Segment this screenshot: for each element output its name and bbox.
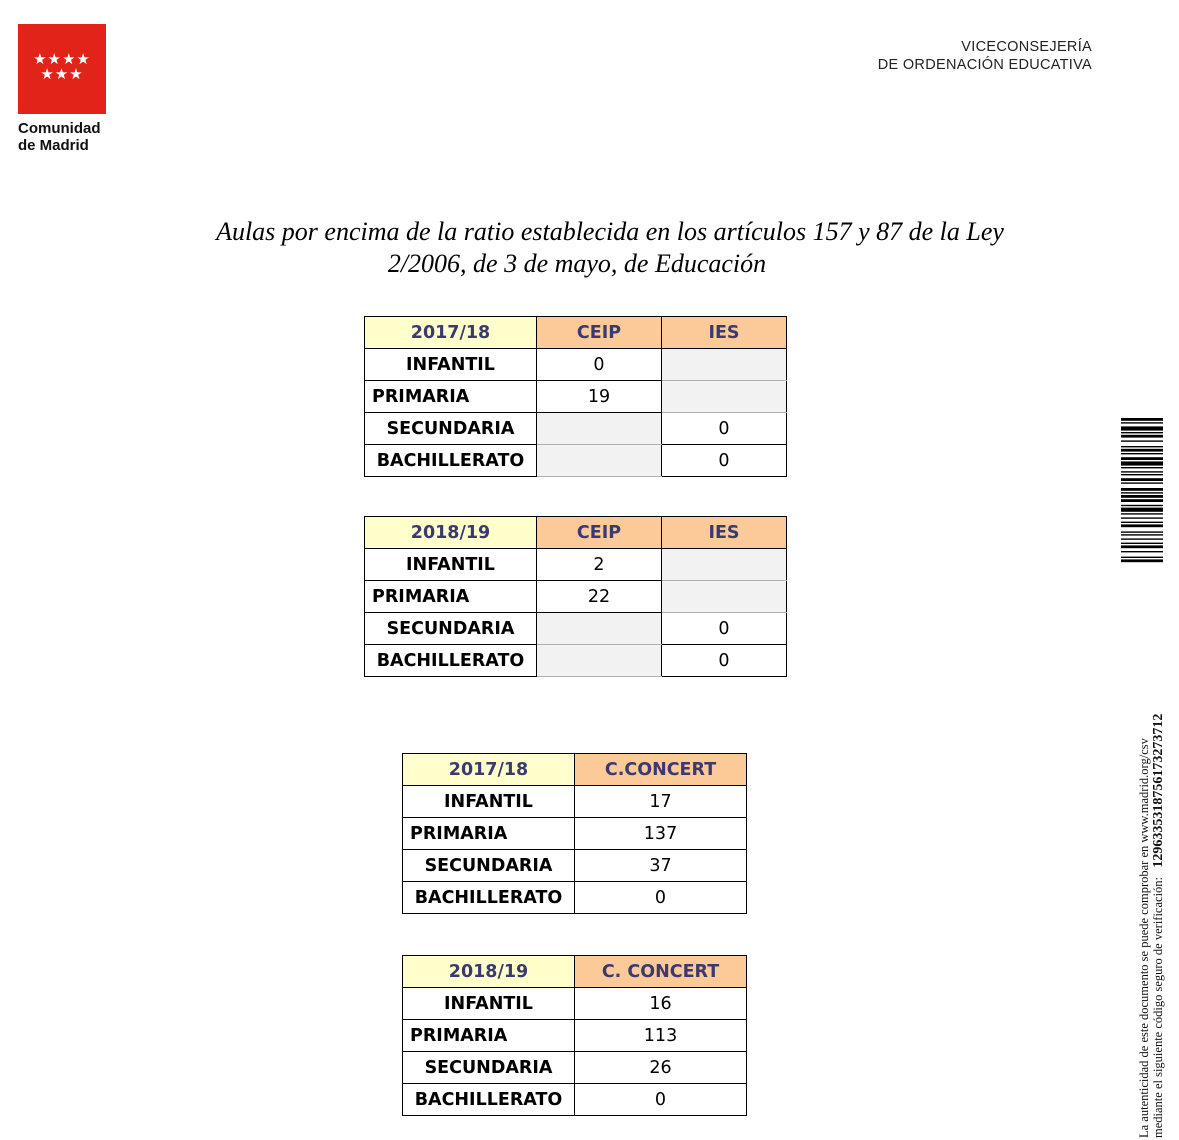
- org-line-2: DE ORDENACIÓN EDUCATIVA: [877, 57, 1092, 73]
- row-label: SECUNDARIA: [365, 613, 537, 645]
- barcode-bar: [1121, 478, 1163, 481]
- logo-text-line-1: Comunidad: [18, 120, 101, 137]
- table-2018-19-ceip-ies: [364, 516, 787, 677]
- ceip-value: [537, 413, 662, 445]
- title-line-2: 2/2006, de 3 de mayo, de Educación: [387, 249, 767, 278]
- ies-value: 0: [662, 445, 787, 477]
- barcode-bar: [1121, 534, 1163, 535]
- barcode-bar: [1121, 482, 1163, 483]
- barcode-bar: [1121, 446, 1163, 447]
- concert-value: 26: [575, 1052, 747, 1084]
- row-label: SECUNDARIA: [403, 1052, 575, 1084]
- table-header-row: [365, 517, 787, 549]
- ceip-value: 19: [537, 381, 662, 413]
- row-label: INFANTIL: [403, 786, 575, 818]
- ies-header: IES: [662, 317, 787, 349]
- concert-value: 113: [575, 1020, 747, 1052]
- barcode-bar: [1121, 418, 1163, 421]
- barcode-bar: [1121, 531, 1163, 532]
- barcode-bar: [1121, 559, 1163, 562]
- table-header-row: [403, 754, 747, 786]
- barcode-bar: [1121, 471, 1163, 472]
- table-row: [403, 786, 747, 818]
- barcode-bar: [1121, 499, 1163, 502]
- ies-value: [662, 349, 787, 381]
- org-line-1: VICECONSEJERÍA: [961, 39, 1092, 55]
- barcode-bar: [1121, 505, 1163, 506]
- ceip-value: [537, 445, 662, 477]
- barcode-bar: [1121, 461, 1163, 465]
- row-label: PRIMARIA: [365, 381, 537, 413]
- concert-header: C. CONCERT: [575, 956, 747, 988]
- ceip-value: 22: [537, 581, 662, 613]
- ies-value: 0: [662, 413, 787, 445]
- logo-stars-row-2: ★★★: [40, 65, 84, 83]
- row-label: PRIMARIA: [403, 1020, 575, 1052]
- barcode-bar: [1121, 495, 1163, 498]
- year-header: 2017/18: [365, 317, 537, 349]
- table-row: [403, 818, 747, 850]
- document-title: [150, 216, 1070, 280]
- verification-prefix: mediante el siguiente código seguro de verificación:: [1151, 876, 1165, 1138]
- table-2017-18-ceip-ies: [364, 316, 787, 477]
- table-row: [365, 413, 787, 445]
- ceip-value: 2: [537, 549, 662, 581]
- concert-value: 0: [575, 1084, 747, 1116]
- table-2018-19-concertados: [402, 955, 747, 1116]
- ceip-header: CEIP: [537, 517, 662, 549]
- concert-header: C.CONCERT: [575, 754, 747, 786]
- barcode-bar: [1121, 492, 1163, 493]
- row-label: PRIMARIA: [403, 818, 575, 850]
- row-label: BACHILLERATO: [403, 1084, 575, 1116]
- table-row: [365, 445, 787, 477]
- table-row: [403, 1052, 747, 1084]
- ies-value: 0: [662, 645, 787, 677]
- title-line-1: Aulas por encima de la ratio establecida en los artículos 157 y 87 de la Ley: [216, 217, 1004, 246]
- barcode-bar: [1121, 432, 1163, 433]
- concert-value: 16: [575, 988, 747, 1020]
- verification-line-2: [1151, 714, 1166, 1138]
- table-row: [403, 1084, 747, 1116]
- table-row: [365, 581, 787, 613]
- barcode-bar: [1121, 467, 1163, 468]
- table-row: [403, 1020, 747, 1052]
- ceip-value: 0: [537, 349, 662, 381]
- table-row: [365, 381, 787, 413]
- barcode-bar: [1121, 543, 1163, 544]
- table-row: [403, 850, 747, 882]
- verification-code: 1296335318756173273712: [1151, 713, 1166, 868]
- ceip-value: [537, 645, 662, 677]
- barcode-bar: [1121, 488, 1163, 491]
- ceip-value: [537, 613, 662, 645]
- row-label: INFANTIL: [403, 988, 575, 1020]
- logo-text-line-2: de Madrid: [18, 137, 89, 154]
- barcode-bar: [1121, 524, 1163, 527]
- ies-value: [662, 549, 787, 581]
- table-row: [403, 988, 747, 1020]
- barcode-bar: [1121, 538, 1163, 539]
- table-row: [365, 549, 787, 581]
- row-label: SECUNDARIA: [403, 850, 575, 882]
- ies-value: 0: [662, 613, 787, 645]
- verification-line-1: La autenticidad de este documento se puede comprobar en www.madrid.org/csv: [1137, 738, 1151, 1138]
- row-label: SECUNDARIA: [365, 413, 537, 445]
- row-label: BACHILLERATO: [365, 445, 537, 477]
- table-row: [365, 613, 787, 645]
- row-label: INFANTIL: [365, 549, 537, 581]
- barcode-bar: [1121, 422, 1163, 423]
- concert-value: 37: [575, 850, 747, 882]
- row-label: BACHILLERATO: [365, 645, 537, 677]
- row-label: BACHILLERATO: [403, 882, 575, 914]
- ies-value: [662, 581, 787, 613]
- barcode-bar: [1121, 457, 1163, 460]
- row-label: INFANTIL: [365, 349, 537, 381]
- barcode-bar: [1121, 453, 1163, 454]
- table-2017-18-concertados: [402, 753, 747, 914]
- logo-stars-row-1: ★★★★: [33, 50, 91, 68]
- barcode-bar: [1121, 508, 1163, 512]
- barcode-icon: [1121, 418, 1163, 604]
- barcode-bar: [1121, 517, 1163, 518]
- year-header: 2017/18: [403, 754, 575, 786]
- logo-stars-icon: [18, 52, 106, 82]
- year-header: 2018/19: [403, 956, 575, 988]
- barcode-bar: [1121, 522, 1163, 523]
- barcode-bar: [1121, 449, 1163, 452]
- organization-header: [878, 38, 1092, 74]
- ies-header: IES: [662, 517, 787, 549]
- ies-value: [662, 381, 787, 413]
- concert-value: 137: [575, 818, 747, 850]
- table-header-row: [403, 956, 747, 988]
- verification-note: [1137, 714, 1166, 1138]
- concert-value: 0: [575, 882, 747, 914]
- row-label: PRIMARIA: [365, 581, 537, 613]
- barcode-bar: [1121, 557, 1163, 558]
- logo-text: [18, 120, 101, 154]
- barcode-bar: [1121, 551, 1163, 552]
- barcode-bar: [1121, 545, 1163, 548]
- barcode-bar: [1121, 513, 1163, 514]
- barcode-bar: [1121, 435, 1163, 438]
- year-header: 2018/19: [365, 517, 537, 549]
- table-header-row: [365, 317, 787, 349]
- barcode-bar: [1121, 426, 1163, 430]
- table-row: [365, 349, 787, 381]
- concert-value: 17: [575, 786, 747, 818]
- barcode-bar: [1121, 474, 1163, 475]
- comunidad-de-madrid-logo: [18, 24, 106, 114]
- table-row: [365, 645, 787, 677]
- barcode-bar: [1121, 440, 1163, 441]
- ceip-header: CEIP: [537, 317, 662, 349]
- table-row: [403, 882, 747, 914]
